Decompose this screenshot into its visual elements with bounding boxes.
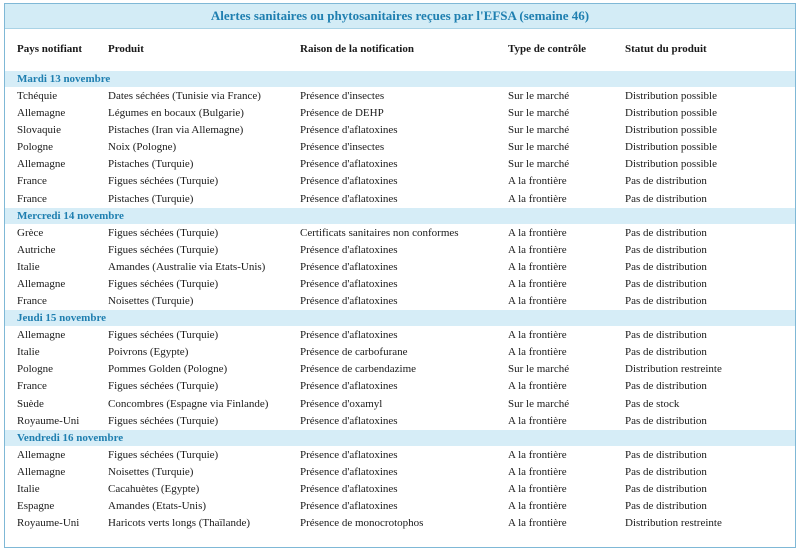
cell-pays: France bbox=[17, 192, 47, 205]
table-row bbox=[5, 105, 795, 122]
table-row bbox=[5, 378, 795, 395]
cell-produit: Noix (Pologne) bbox=[108, 141, 177, 154]
cell-type-controle: A la frontière bbox=[508, 414, 567, 427]
cell-raison: Présence de carbendazime bbox=[300, 363, 417, 376]
cell-type-controle: A la frontière bbox=[508, 295, 567, 308]
day-section-header: Mardi 13 novembre bbox=[5, 71, 795, 87]
table-row bbox=[5, 464, 795, 481]
table-row bbox=[5, 413, 795, 430]
cell-statut: Pas de distribution bbox=[625, 346, 707, 359]
table-row bbox=[5, 327, 795, 344]
cell-pays: France bbox=[17, 380, 47, 393]
cell-statut: Distribution possible bbox=[625, 141, 717, 154]
cell-statut: Pas de stock bbox=[625, 397, 680, 410]
cell-type-controle: A la frontière bbox=[508, 277, 567, 290]
cell-raison: Présence d'aflatoxines bbox=[300, 192, 398, 205]
alerts-table bbox=[4, 3, 796, 548]
cell-type-controle: A la frontière bbox=[508, 243, 567, 256]
cell-type-controle: Sur le marché bbox=[508, 107, 570, 120]
cell-type-controle: A la frontière bbox=[508, 260, 567, 273]
cell-type-controle: Sur le marché bbox=[508, 124, 570, 137]
cell-raison: Présence d'aflatoxines bbox=[300, 243, 398, 256]
cell-statut: Distribution possible bbox=[625, 158, 717, 171]
day-section-header: Vendredi 16 novembre bbox=[5, 430, 795, 446]
cell-produit: Pistaches (Turquie) bbox=[108, 192, 194, 205]
cell-type-controle: A la frontière bbox=[508, 499, 567, 512]
cell-pays: Autriche bbox=[17, 243, 56, 256]
cell-statut: Pas de distribution bbox=[625, 226, 707, 239]
cell-produit: Poivrons (Egypte) bbox=[108, 346, 189, 359]
cell-raison: Présence d'aflatoxines bbox=[300, 329, 398, 342]
table-row bbox=[5, 122, 795, 139]
cell-type-controle: A la frontière bbox=[508, 192, 567, 205]
table-row bbox=[5, 293, 795, 310]
cell-pays: Allemagne bbox=[17, 448, 66, 461]
cell-produit: Pommes Golden (Pologne) bbox=[108, 363, 228, 376]
cell-statut: Pas de distribution bbox=[625, 192, 707, 205]
cell-raison: Présence de DEHP bbox=[300, 107, 384, 120]
cell-pays: Pologne bbox=[17, 141, 54, 154]
table-row bbox=[5, 173, 795, 190]
cell-statut: Pas de distribution bbox=[625, 260, 707, 273]
cell-produit: Figues séchées (Turquie) bbox=[108, 380, 219, 393]
cell-statut: Pas de distribution bbox=[625, 482, 707, 495]
cell-type-controle: A la frontière bbox=[508, 448, 567, 461]
table-row bbox=[5, 447, 795, 464]
cell-pays: Tchéquie bbox=[17, 90, 58, 102]
cell-pays: Grèce bbox=[17, 226, 44, 239]
table-body bbox=[5, 71, 795, 532]
cell-produit: Pistaches (Turquie) bbox=[108, 158, 194, 171]
cell-statut: Pas de distribution bbox=[625, 414, 707, 427]
cell-produit: Figues séchées (Turquie) bbox=[108, 414, 219, 427]
table-row bbox=[5, 88, 795, 105]
cell-type-controle: Sur le marché bbox=[508, 141, 570, 154]
header-pays: Pays notifiant bbox=[17, 43, 83, 55]
cell-produit: Haricots verts longs (Thaïlande) bbox=[108, 517, 251, 530]
cell-statut: Pas de distribution bbox=[625, 295, 707, 308]
cell-produit: Cacahuètes (Egypte) bbox=[108, 482, 200, 495]
table-row bbox=[5, 139, 795, 156]
table-row bbox=[5, 156, 795, 173]
table-row bbox=[5, 396, 795, 413]
cell-raison: Présence d'aflatoxines bbox=[300, 380, 398, 393]
cell-pays: Royaume-Uni bbox=[17, 414, 80, 427]
cell-type-controle: Sur le marché bbox=[508, 158, 570, 171]
cell-statut: Pas de distribution bbox=[625, 277, 707, 290]
cell-pays: Royaume-Uni bbox=[17, 517, 80, 530]
cell-produit: Figues séchées (Turquie) bbox=[108, 243, 219, 256]
cell-raison: Présence d'aflatoxines bbox=[300, 260, 398, 273]
cell-pays: Allemagne bbox=[17, 277, 66, 290]
cell-produit: Figues séchées (Turquie) bbox=[108, 277, 219, 290]
cell-type-controle: A la frontière bbox=[508, 346, 567, 359]
cell-raison: Présence d'aflatoxines bbox=[300, 175, 398, 188]
cell-type-controle: A la frontière bbox=[508, 329, 567, 342]
cell-raison: Présence d'aflatoxines bbox=[300, 295, 398, 308]
cell-statut: Pas de distribution bbox=[625, 243, 707, 256]
table-row bbox=[5, 276, 795, 293]
cell-raison: Présence d'aflatoxines bbox=[300, 465, 398, 478]
cell-produit: Amandes (Etats-Unis) bbox=[108, 499, 207, 512]
cell-raison: Présence d'insectes bbox=[300, 141, 385, 154]
cell-produit: Figues séchées (Turquie) bbox=[108, 329, 219, 342]
cell-pays: Allemagne bbox=[17, 107, 66, 120]
cell-statut: Distribution restreinte bbox=[625, 363, 722, 376]
header-raison: Raison de la notification bbox=[300, 43, 414, 55]
table-title: Alertes sanitaires ou phytosanitaires reçues par l'EFSA (semaine 46) bbox=[5, 4, 795, 29]
header-type: Type de contrôle bbox=[508, 43, 587, 55]
cell-produit: Concombres (Espagne via Finlande) bbox=[108, 397, 269, 410]
cell-type-controle: Sur le marché bbox=[508, 90, 570, 102]
cell-statut: Pas de distribution bbox=[625, 465, 707, 478]
cell-raison: Présence de monocrotophos bbox=[300, 517, 424, 530]
cell-pays: France bbox=[17, 175, 47, 188]
cell-type-controle: A la frontière bbox=[508, 465, 567, 478]
cell-raison: Présence d'aflatoxines bbox=[300, 448, 398, 461]
cell-produit: Noisettes (Turquie) bbox=[108, 295, 194, 308]
header-produit: Produit bbox=[108, 43, 144, 55]
cell-raison: Présence d'aflatoxines bbox=[300, 499, 398, 512]
cell-raison: Présence d'aflatoxines bbox=[300, 124, 398, 137]
cell-pays: Italie bbox=[17, 346, 40, 359]
cell-raison: Présence d'aflatoxines bbox=[300, 414, 398, 427]
table-row bbox=[5, 259, 795, 276]
cell-statut: Distribution possible bbox=[625, 124, 717, 137]
table-row bbox=[5, 242, 795, 259]
cell-pays: Pologne bbox=[17, 363, 54, 376]
table-row bbox=[5, 481, 795, 498]
cell-type-controle: A la frontière bbox=[508, 380, 567, 393]
cell-produit: Figues séchées (Turquie) bbox=[108, 175, 219, 188]
cell-type-controle: Sur le marché bbox=[508, 363, 570, 376]
cell-pays: Italie bbox=[17, 482, 40, 495]
cell-pays: Slovaquie bbox=[17, 124, 61, 137]
cell-statut: Distribution possible bbox=[625, 107, 717, 120]
cell-statut: Pas de distribution bbox=[625, 329, 707, 342]
cell-pays: France bbox=[17, 295, 47, 308]
cell-statut: Pas de distribution bbox=[625, 448, 707, 461]
table-header bbox=[5, 29, 795, 71]
cell-produit: Dates séchées (Tunisie via France) bbox=[108, 90, 261, 102]
cell-type-controle: A la frontière bbox=[508, 175, 567, 188]
cell-produit: Figues séchées (Turquie) bbox=[108, 226, 219, 239]
cell-pays: Allemagne bbox=[17, 158, 66, 171]
table-row bbox=[5, 498, 795, 515]
table-row bbox=[5, 191, 795, 208]
cell-raison: Présence d'insectes bbox=[300, 90, 385, 102]
cell-statut: Pas de distribution bbox=[625, 175, 707, 188]
cell-raison: Présence d'aflatoxines bbox=[300, 482, 398, 495]
day-section-header: Mercredi 14 novembre bbox=[5, 208, 795, 224]
cell-type-controle: A la frontière bbox=[508, 517, 567, 530]
table-row bbox=[5, 344, 795, 361]
cell-raison: Présence de carbofurane bbox=[300, 346, 408, 359]
cell-raison: Certificats sanitaires non conformes bbox=[300, 226, 459, 239]
cell-pays: Allemagne bbox=[17, 465, 66, 478]
cell-statut: Distribution restreinte bbox=[625, 517, 722, 530]
cell-type-controle: Sur le marché bbox=[508, 397, 570, 410]
cell-produit: Légumes en bocaux (Bulgarie) bbox=[108, 107, 244, 120]
cell-raison: Présence d'oxamyl bbox=[300, 397, 383, 410]
table-row bbox=[5, 225, 795, 242]
cell-statut: Pas de distribution bbox=[625, 380, 707, 393]
cell-produit: Amandes (Australie via Etats-Unis) bbox=[108, 260, 266, 273]
cell-type-controle: A la frontière bbox=[508, 482, 567, 495]
day-section-header: Jeudi 15 novembre bbox=[5, 310, 795, 326]
cell-produit: Pistaches (Iran via Allemagne) bbox=[108, 124, 244, 137]
cell-statut: Pas de distribution bbox=[625, 499, 707, 512]
cell-type-controle: A la frontière bbox=[508, 226, 567, 239]
cell-pays: Suède bbox=[17, 397, 44, 410]
cell-raison: Présence d'aflatoxines bbox=[300, 277, 398, 290]
cell-pays: Allemagne bbox=[17, 329, 66, 342]
header-statut: Statut du produit bbox=[625, 43, 707, 55]
cell-raison: Présence d'aflatoxines bbox=[300, 158, 398, 171]
cell-statut: Distribution possible bbox=[625, 90, 717, 102]
cell-pays: Espagne bbox=[17, 499, 55, 512]
cell-produit: Noisettes (Turquie) bbox=[108, 465, 194, 478]
table-row bbox=[5, 361, 795, 378]
table-row bbox=[5, 515, 795, 532]
cell-pays: Italie bbox=[17, 260, 40, 273]
cell-produit: Figues séchées (Turquie) bbox=[108, 448, 219, 461]
